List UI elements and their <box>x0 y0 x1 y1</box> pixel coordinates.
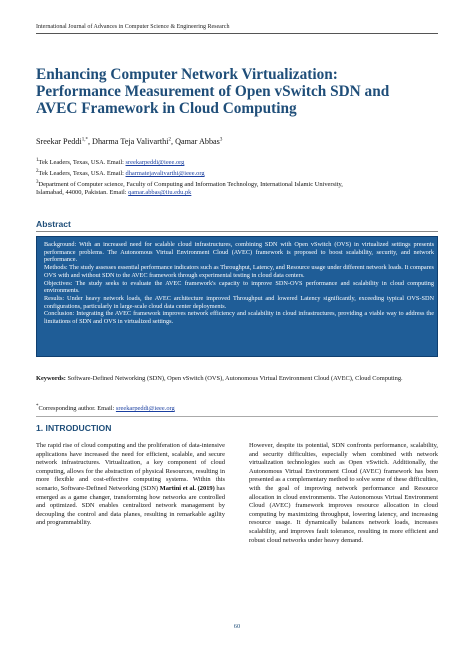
aff-email-link[interactable]: sreekarpeddi@ieee.org <box>125 159 185 167</box>
corr-text: Corresponding author. Email: <box>38 405 115 413</box>
author-sup: 3 <box>219 137 223 143</box>
affiliation-3 <box>36 179 343 197</box>
author-sup: 1,* <box>81 137 88 143</box>
aff-sup: 3 <box>36 180 39 185</box>
intro-paragraph: However, despite its potential, SDN confronts performance, scalability, and security difficulties, especially when combined with network virtualization technologies such as Open vSwitch. Additionally, the Autonomous Virtual Environment Cloud (AVEC) framework has been presented as a complementary method to solve some of these difficulties, with the goal of improving network performance and Resource allocation in cloud environments. The Autonomous Virtual Environment Cloud (AVEC) framework improves resource allocation in cloud computing by maximizing throughput, lowering latency, and increasing resource usage. It dynamically balances network loads, increases scalability, and improves fault tolerance, resulting in more efficient and robust cloud networks under heavy demand. <box>249 442 438 544</box>
title-line: AVEC Framework in Cloud Computing <box>36 100 297 117</box>
section-heading: 1. INTRODUCTION <box>36 423 112 433</box>
journal-header: International Journal of Advances in Computer Science & Engineering Research <box>36 24 230 30</box>
left-column <box>36 442 225 528</box>
aff-sup: 2 <box>36 169 39 174</box>
aff-text: Department of Computer science, Faculty of Computing and Information Technology, International Islamic University, <box>38 181 343 189</box>
header-rule <box>36 33 438 34</box>
author-sup: 2 <box>168 137 171 143</box>
page-number: 60 <box>233 623 241 630</box>
keywords <box>36 375 434 383</box>
author-name: Sreekar Peddi <box>36 137 82 146</box>
author-name: Dharma Teja Valivarthi <box>92 137 169 146</box>
right-column <box>249 442 438 545</box>
citation: Martini et al. (2019) <box>159 484 215 492</box>
corr-sup: * <box>36 404 39 409</box>
aff-text: Tek Leaders, Texas, USA. Email: <box>38 170 124 178</box>
author-sep: , <box>170 137 176 146</box>
intro-text: The rapid rise of cloud computing and the proliferation of data-intensive applications have increased the need for efficient, scalable, and secure network infrastructures. Virtualization, a key component of cloud computing, allows for the abstraction of physical Resources, resulting in more flexible and cost-effective computing systems. Within this scenario, Software-Defined Networking (SDN) <box>36 442 225 492</box>
abstract-objectives: Objectives: The study seeks to evaluate the AVEC framework's capacity to improve SDN-OVS performance and scalability in cloud computing environments. <box>44 279 434 295</box>
intro-paragraph <box>36 442 225 528</box>
intro-text: has emerged as a game changer, transforming how networks are controlled and optimized. SDN enables centralized network management by decoupling the control and data planes, resulting in remarkable agility and programmability. <box>36 484 226 527</box>
aff-email-link[interactable]: dharmatejavalivarthi@ieee.org <box>125 170 205 178</box>
abstract-background: Background: With an increased need for scalable cloud infrastructures, combining SDN with Open vSwitch (OVS) in virtualized settings presents performance problems. The Autonomous Virtual Environment Cloud (AVEC) framework is proposed to boost scalability, security, and network performance. <box>44 241 434 264</box>
affiliation-1 <box>36 157 184 167</box>
author-sep: , <box>87 137 93 146</box>
aff-email-link[interactable]: qamar.abbas@iiu.edu.pk <box>128 189 192 197</box>
title-line: Enhancing Computer Network Virtualization: <box>36 66 338 83</box>
author-list <box>36 137 222 146</box>
abstract-text <box>44 241 434 326</box>
aff-sup: 1 <box>36 158 39 163</box>
abstract-results: Results: Under heavy network loads, the AVEC architecture improved Throughput and lowered Latency significantly, exceeding typical OVS-SDN configurations, particularly in large-scale cloud data center deployments. <box>44 294 434 310</box>
aff-text: Tek Leaders, Texas, USA. Email: <box>38 159 124 167</box>
abstract-heading: Abstract <box>36 219 71 229</box>
corr-email-link[interactable]: sreekarpeddi@ieee.org <box>115 405 175 413</box>
abstract-rule <box>36 231 438 232</box>
keywords-text: Software-Defined Networking (SDN), Open vSwitch (OVS), Autonomous Virtual Environment Cloud (AVEC), Cloud Computing. <box>67 375 403 382</box>
title-line: Performance Measurement of Open vSwitch SDN and <box>36 83 390 100</box>
section-rule <box>36 416 438 417</box>
keywords-label: Keywords: <box>36 375 66 382</box>
corresponding-author <box>36 404 175 412</box>
abstract-conclusion: Conclusion: Integrating the AVEC framework improves network efficiency and scalability in cloud infrastructures, providing a viable way to address the limitations of SDN and OVS in virtualized settings. <box>44 310 434 326</box>
author-name: Qamar Abbas <box>175 137 220 146</box>
affiliation-2 <box>36 168 205 178</box>
aff-text: Islamabad, 44000, Pakistan. Email: <box>36 189 127 197</box>
abstract-methods: Methods: The study assesses essential performance indicators such as Throughput, Latency, and Resource usage under different network loads. It compares OVS with and without SDN to the AVEC framework through experimental testing in cloud data centers. <box>44 264 434 279</box>
paper-title <box>36 66 446 117</box>
